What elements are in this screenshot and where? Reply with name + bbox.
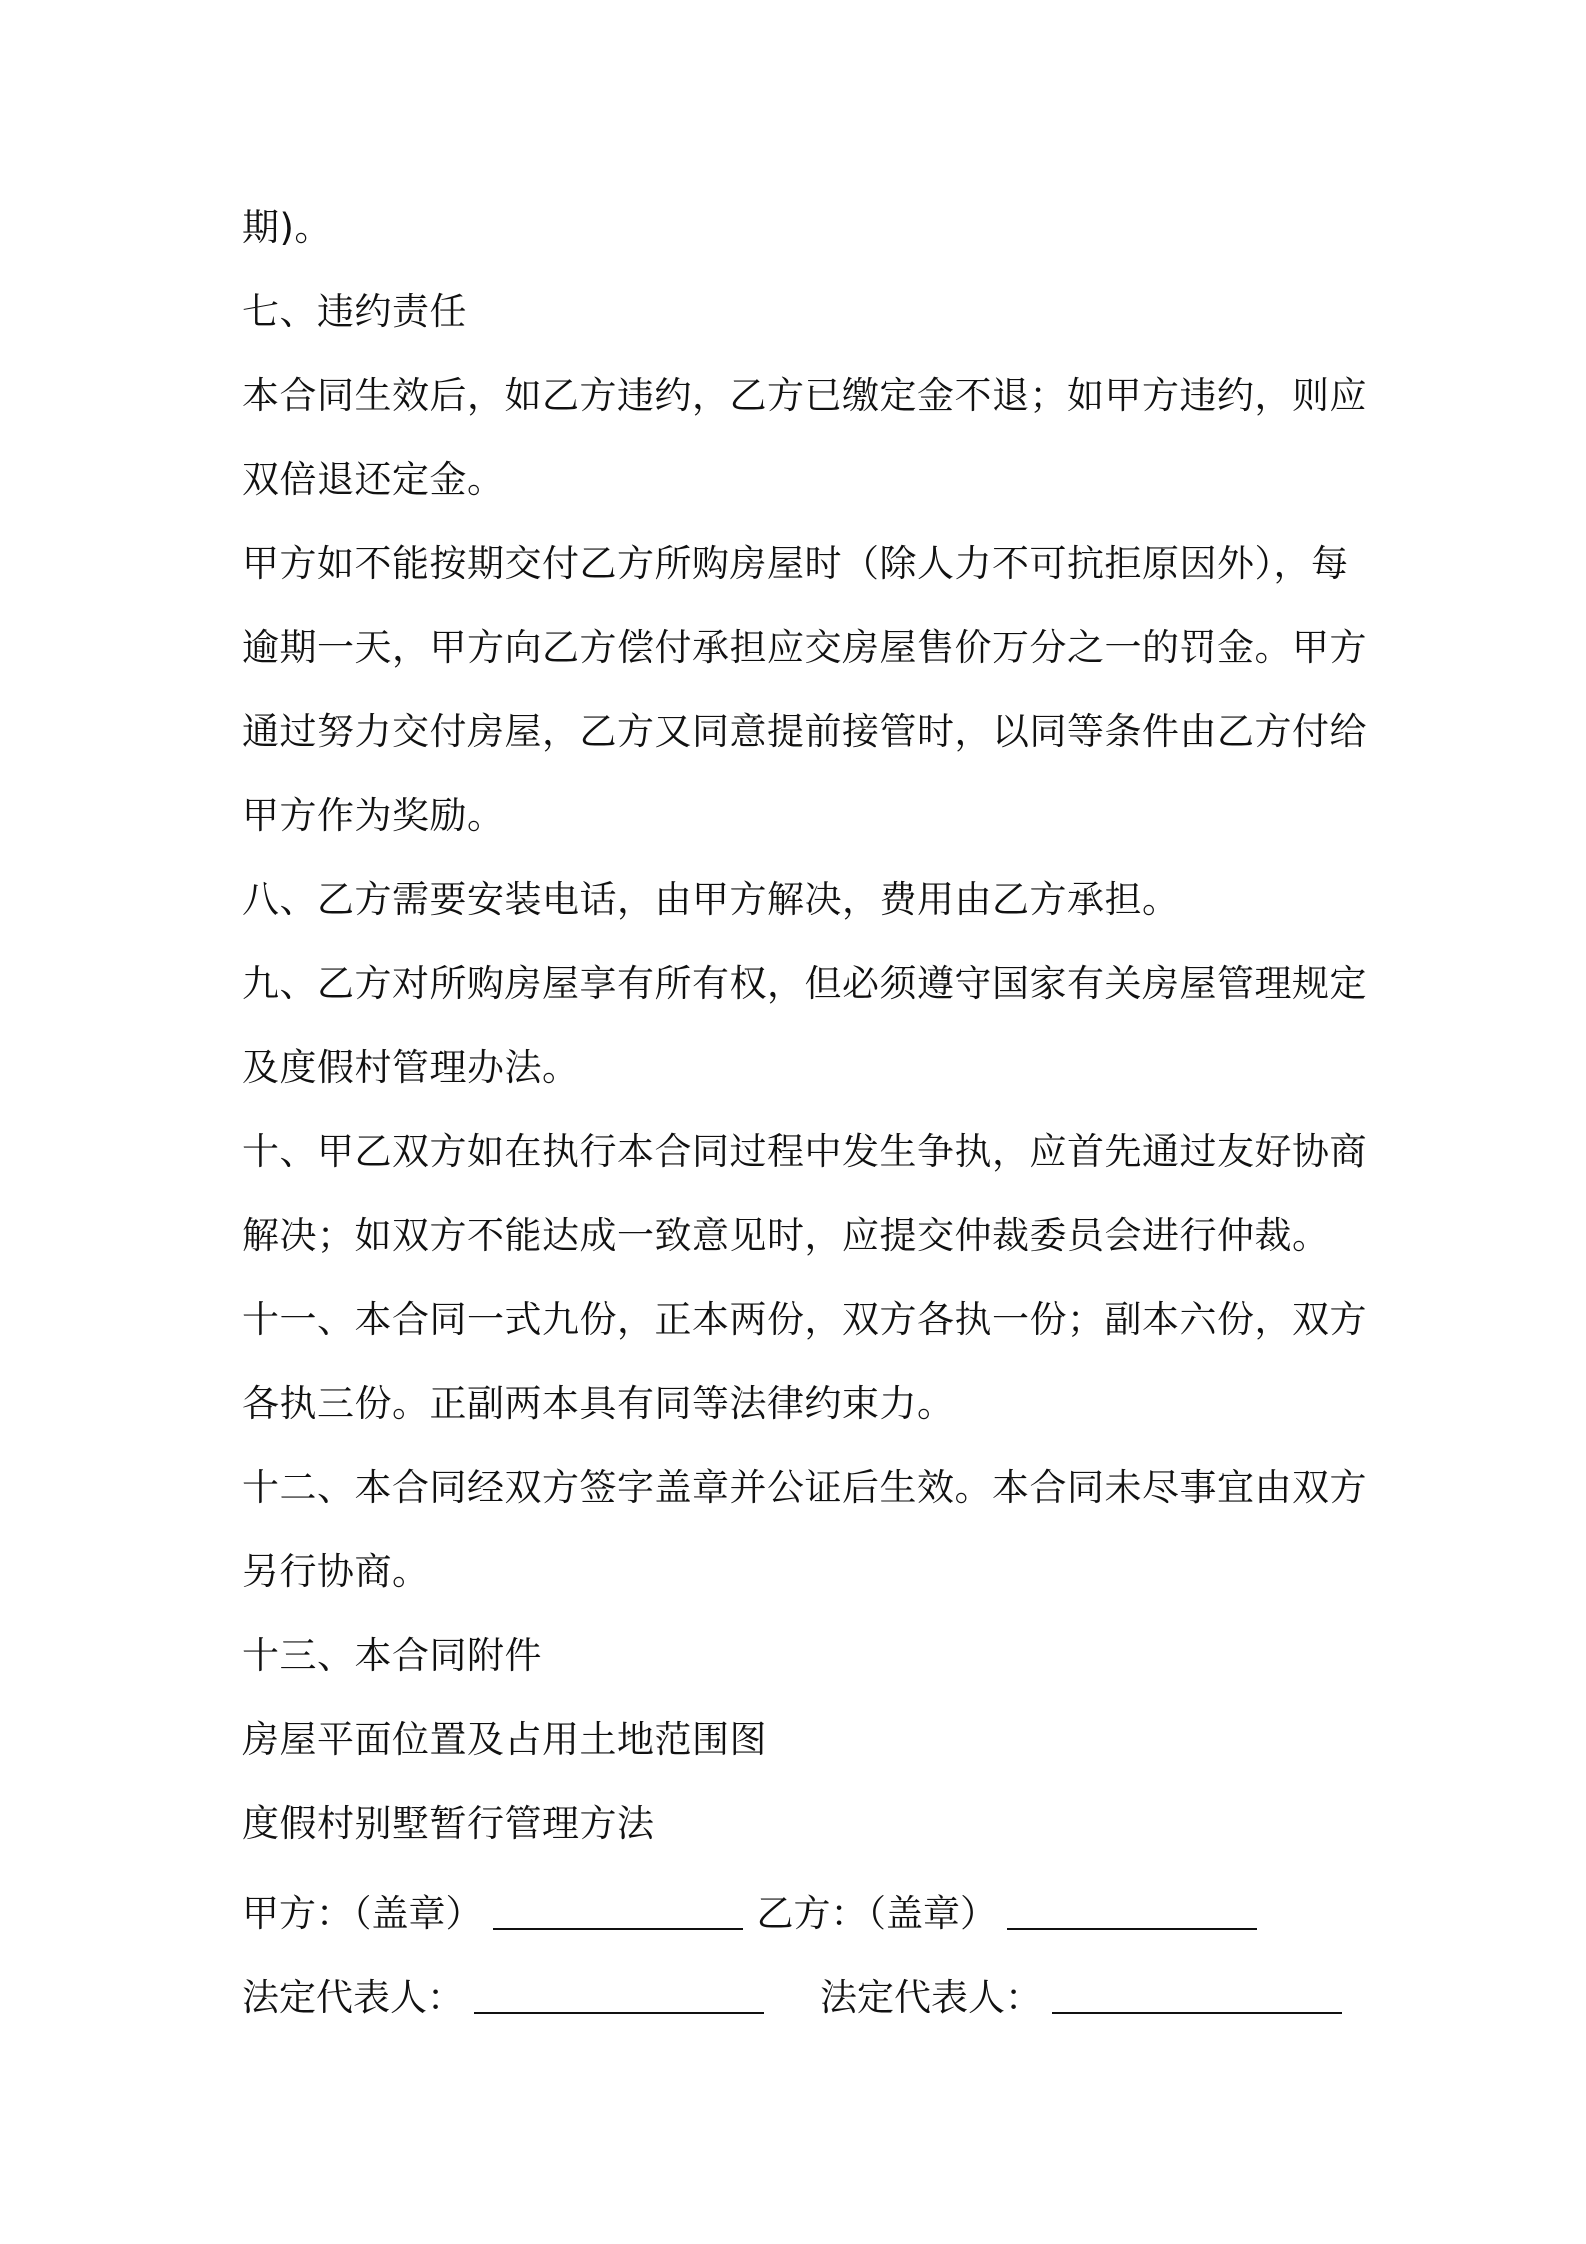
party-b-seal-blank[interactable] (1007, 1898, 1257, 1930)
text-line: 逾期一天，甲方向乙方偿付承担应交房屋售价万分之一的罚金。甲方 (242, 626, 1367, 669)
text-line: 八、乙方需要安装电话，由甲方解决，费用由乙方承担。 (242, 878, 1180, 921)
party-a-rep-blank[interactable] (474, 1982, 764, 2014)
text-line: 十二、本合同经双方签字盖章并公证后生效。本合同未尽事宜由双方 (242, 1466, 1367, 1509)
party-a-seal-label: 甲方：（盖章） (242, 1892, 483, 1935)
representative-signature-row (242, 1976, 1362, 2020)
text-line: 本合同生效后，如乙方违约，乙方已缴定金不退；如甲方违约，则应 (242, 374, 1367, 417)
seal-signature-row (242, 1892, 1362, 1936)
attachment-item: 房屋平面位置及占用土地范围图 (242, 1718, 767, 1761)
party-b-rep-blank[interactable] (1052, 1982, 1342, 2014)
text-line: 双倍退还定金。 (242, 458, 505, 501)
party-a-seal-blank[interactable] (493, 1898, 743, 1930)
text-line: 十一、本合同一式九份，正本两份，双方各执一份；副本六份，双方 (242, 1298, 1367, 1341)
text-line: 甲方如不能按期交付乙方所购房屋时（除人力不可抗拒原因外），每 (242, 542, 1349, 585)
text-line: 各执三份。正副两本具有同等法律约束力。 (242, 1382, 955, 1425)
text-line: 九、乙方对所购房屋享有所有权，但必须遵守国家有关房屋管理规定 (242, 962, 1367, 1005)
text-line: 期)。 (242, 206, 332, 249)
party-a-rep-label: 法定代表人： (242, 1976, 464, 2019)
text-line: 解决；如双方不能达成一致意见时，应提交仲裁委员会进行仲裁。 (242, 1214, 1330, 1257)
section-heading: 十三、本合同附件 (242, 1634, 542, 1677)
attachment-item: 度假村别墅暂行管理方法 (242, 1802, 655, 1845)
text-line: 甲方作为奖励。 (242, 794, 505, 837)
section-heading: 七、违约责任 (242, 290, 467, 333)
text-line: 及度假村管理办法。 (242, 1046, 580, 1089)
party-b-rep-label: 法定代表人： (820, 1976, 1042, 2019)
text-line: 十、甲乙双方如在执行本合同过程中发生争执，应首先通过友好协商 (242, 1130, 1367, 1173)
text-line: 通过努力交付房屋，乙方又同意提前接管时，以同等条件由乙方付给 (242, 710, 1367, 753)
text-line: 另行协商。 (242, 1550, 430, 1593)
party-b-seal-label: 乙方：（盖章） (756, 1892, 997, 1935)
